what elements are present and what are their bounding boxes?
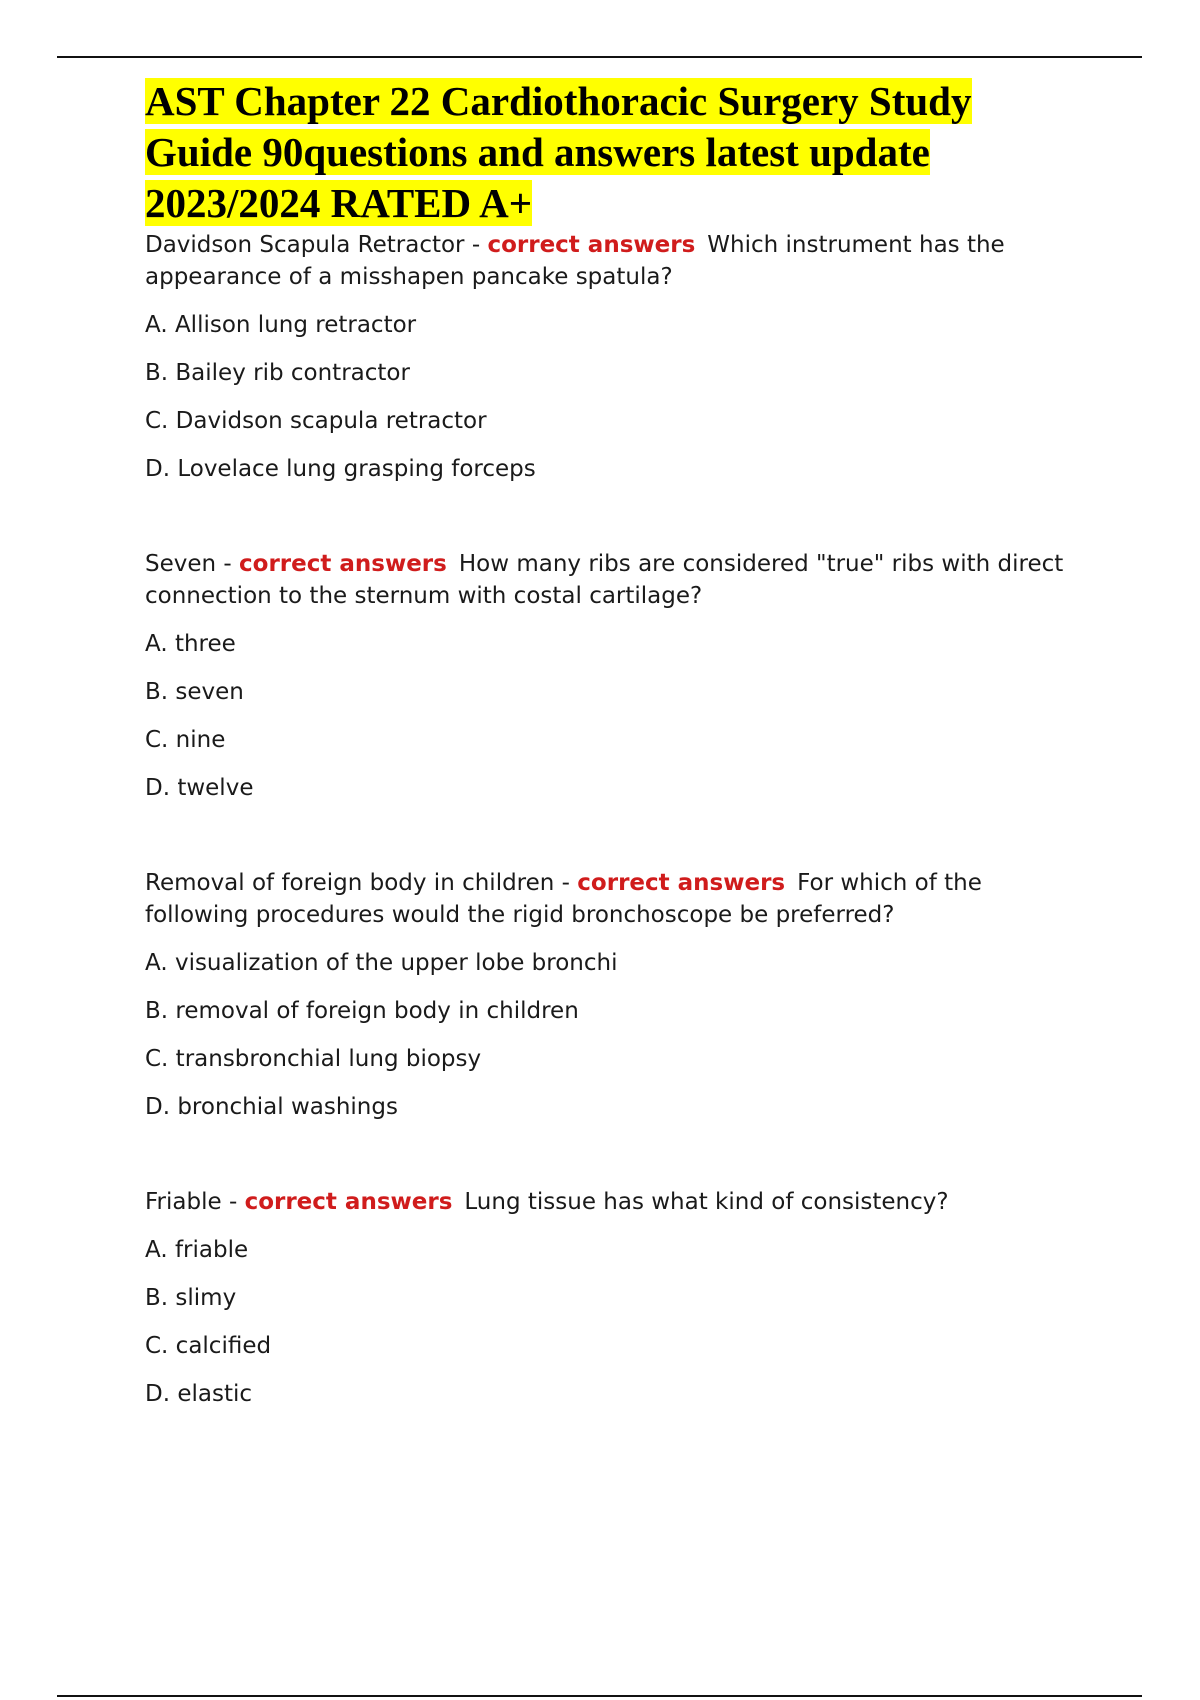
correct-answers-label: correct answers: [487, 232, 696, 258]
answer-text: Davidson Scapula Retractor: [145, 232, 465, 258]
title-highlight: AST Chapter 22 Cardiothoracic Surgery Study Guide 90questions and answers latest update 2023/2024 RATED A+: [145, 78, 972, 226]
bottom-rule: [57, 1695, 1142, 1697]
options-list: [145, 628, 1085, 804]
option-d: D. twelve: [145, 775, 254, 801]
answer-text: Seven: [145, 551, 217, 577]
option-d: D. bronchial washings: [145, 1094, 398, 1120]
separator: -: [216, 551, 240, 577]
options-list: [145, 1234, 1085, 1410]
option-b: B. removal of foreign body in children: [145, 998, 579, 1024]
option-d: D. elastic: [145, 1381, 253, 1407]
separator: -: [221, 1189, 245, 1215]
answer-text: Removal of foreign body in children: [145, 870, 555, 896]
option-b: B. Bailey rib contractor: [145, 360, 410, 386]
question-text: [145, 867, 1085, 931]
option-a: A. visualization of the upper lobe bronchi: [145, 950, 618, 976]
option-b: B. seven: [145, 679, 244, 705]
option-a: A. friable: [145, 1237, 249, 1263]
correct-answers-label: correct answers: [244, 1189, 453, 1215]
question-text: [145, 548, 1085, 612]
option-c: C. calcified: [145, 1333, 272, 1359]
option-c: C. nine: [145, 727, 226, 753]
question-text: [145, 1186, 1085, 1218]
question-text: [145, 229, 1085, 293]
document-body: [145, 76, 1085, 1410]
separator: -: [464, 232, 488, 258]
question-prompt: Which instrument has the appearance of a misshapen pancake spatula?: [145, 232, 1005, 290]
option-c: C. Davidson scapula retractor: [145, 408, 487, 434]
separator: -: [554, 870, 578, 896]
question-prompt: For which of the following procedures would the rigid bronchoscope be preferred?: [145, 870, 982, 928]
option-d: D. Lovelace lung grasping forceps: [145, 456, 536, 482]
question-prompt: Lung tissue has what kind of consistency?: [464, 1189, 949, 1215]
question-block-2: [145, 548, 1085, 804]
question-block-4: [145, 1186, 1085, 1410]
top-rule: [57, 56, 1142, 58]
options-list: [145, 947, 1085, 1123]
options-list: [145, 309, 1085, 485]
option-a: A. Allison lung retractor: [145, 312, 417, 338]
question-block-3: [145, 867, 1085, 1123]
question-block-1: [145, 229, 1085, 485]
option-c: C. transbronchial lung biopsy: [145, 1046, 482, 1072]
correct-answers-label: correct answers: [577, 870, 786, 896]
document-title: [145, 76, 1085, 229]
answer-text: Friable: [145, 1189, 222, 1215]
option-b: B. slimy: [145, 1285, 237, 1311]
option-a: A. three: [145, 631, 236, 657]
question-prompt: How many ribs are considered "true" ribs with direct connection to the sternum with costal cartilage?: [145, 551, 1064, 609]
correct-answers-label: correct answers: [239, 551, 447, 577]
